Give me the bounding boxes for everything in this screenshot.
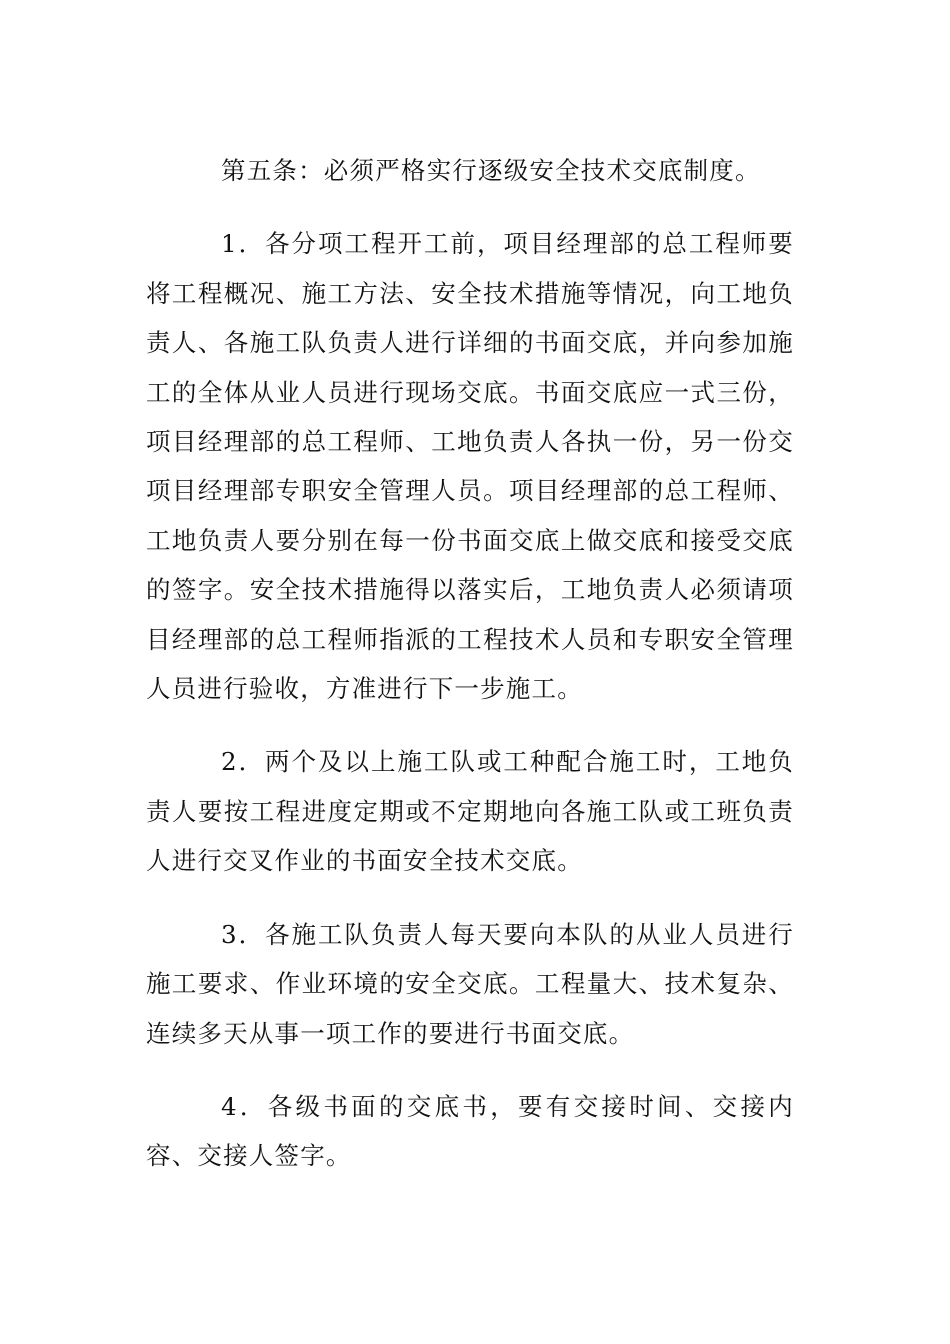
clause-2-paragraph: 2．两个及以上施工队或工种配合施工时，工地负责人要按工程进度定期或不定期地向各施工队或工班负责人进行交叉作业的书面安全技术交底。 bbox=[146, 747, 794, 876]
clause-4-paragraph: 4．各级书面的交底书，要有交接时间、交接内容、交接人签字。 bbox=[146, 1091, 794, 1171]
clause-3-paragraph: 3．各施工队负责人每天要向本队的从业人员进行施工要求、作业环境的安全交底。工程量大、技术复杂、连续多天从事一项工作的要进行书面交底。 bbox=[146, 919, 794, 1048]
document-page bbox=[146, 146, 794, 1181]
clause-1-paragraph: 1．各分项工程开工前，项目经理部的总工程师要将工程概况、施工方法、安全技术措施等情况，向工地负责人、各施工队负责人进行详细的书面交底，并向参加施工的全体从业人员进行现场交底。书面交底应一式三份，项目经理部的总工程师、工地负责人各执一份，另一份交项目经理部专职安全管理人员。项目经理部的总工程师、工地负责人要分别在每一份书面交底上做交底和接受交底的签字。安全技术措施得以落实后，工地负责人必须请项目经理部的总工程师指派的工程技术人员和专职安全管理人员进行验收，方准进行下一步施工。 bbox=[146, 229, 794, 704]
article-heading: 第五条：必须严格实行逐级安全技术交底制度。 bbox=[221, 156, 761, 185]
